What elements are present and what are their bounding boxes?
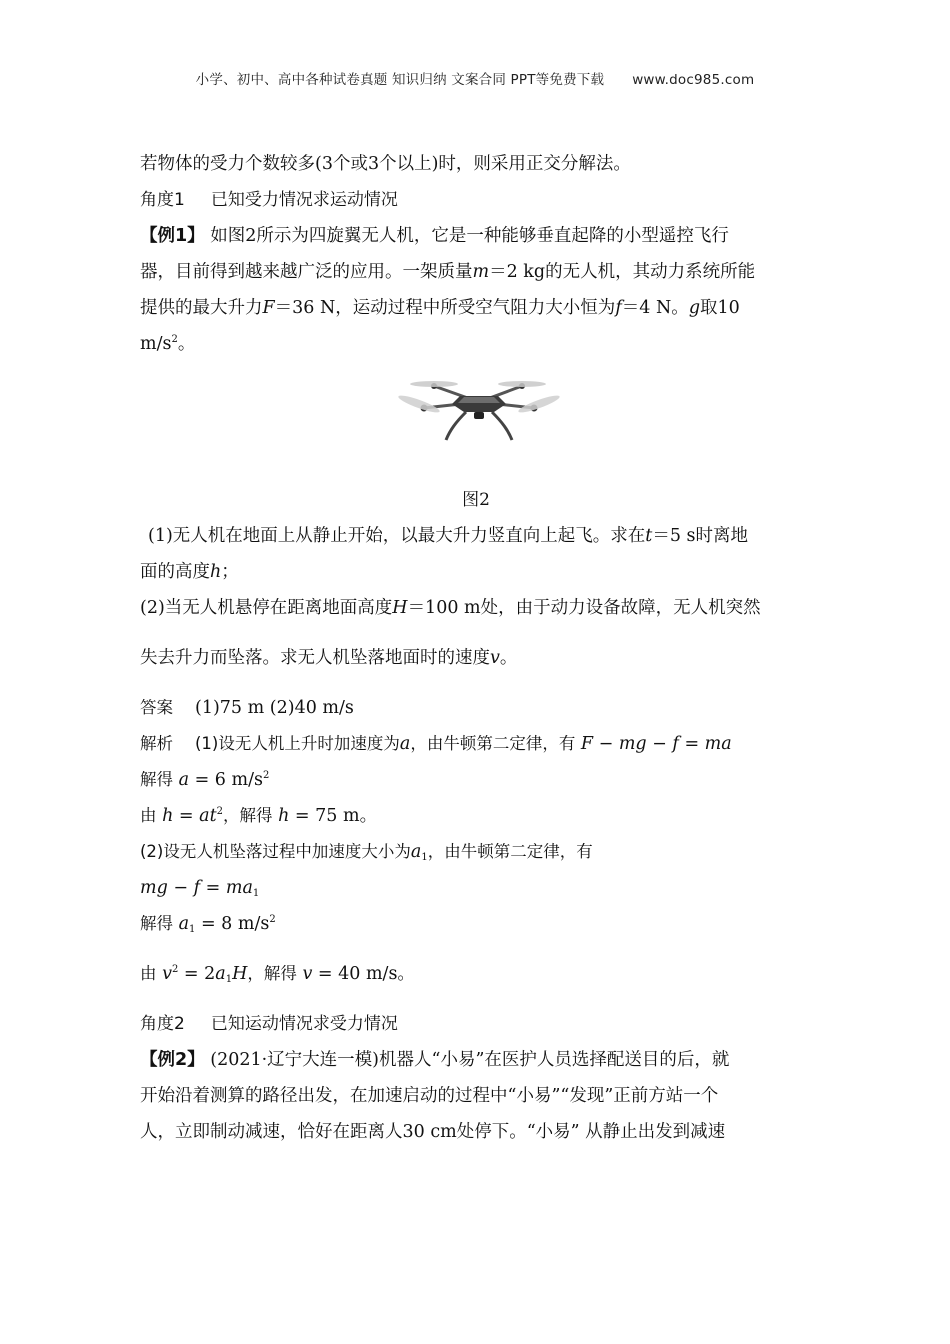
var-v: v xyxy=(490,648,500,668)
analysis-l7-a: 由 xyxy=(140,964,157,983)
var-a: a xyxy=(178,770,190,790)
example1-line2-rest: ＝2 kg的无人机，其动力系统所能 xyxy=(489,262,756,282)
sub-1: 1 xyxy=(421,852,428,863)
answer-line xyxy=(140,690,812,726)
var-h: h xyxy=(162,806,174,826)
var-f: f xyxy=(615,298,622,318)
equation-fall: mg − f = ma xyxy=(140,878,253,898)
q2-text-c: 失去升力而坠落。求无人机坠落地面时的速度 xyxy=(140,648,490,668)
sub-1: 1 xyxy=(252,888,260,899)
analysis-l4-b: ，由牛顿第二定律，有 xyxy=(427,842,593,861)
example2-line1: (2021·辽宁大连一模)机器人“小易”在医护人员选择配送目的后，就 xyxy=(204,1050,730,1070)
document-body xyxy=(140,146,812,1150)
equation-newton: F − mg − f = ma xyxy=(580,734,732,754)
example1-line3-d: 取10 xyxy=(700,298,740,318)
var-a1: a xyxy=(215,964,226,984)
analysis-l1-a: (1)设无人机上升时加速度为 xyxy=(195,734,400,753)
header-site: www.doc985.com xyxy=(632,72,755,88)
analysis-line4 xyxy=(140,834,812,870)
var-F: F xyxy=(262,298,275,318)
var-g: g xyxy=(688,298,701,318)
var-a1: a xyxy=(410,842,422,862)
intro-line: 若物体的受力个数较多(3个或3个以上)时，则采用正交分解法。 xyxy=(140,154,631,174)
var-a1: a xyxy=(178,914,190,934)
analysis-l6-a: 解得 xyxy=(140,914,173,933)
var-at: at xyxy=(199,806,217,826)
example1 xyxy=(140,218,812,362)
angle1-label: 角度1 xyxy=(140,190,185,210)
analysis-l2-a: 解得 xyxy=(140,770,173,789)
example1-line4-a: m/s xyxy=(140,334,172,354)
q1-text-c: 面的高度 xyxy=(140,562,210,582)
example1-tag: 【例1】 xyxy=(140,226,205,246)
question2-line1 xyxy=(140,590,812,626)
page-header xyxy=(0,68,950,88)
example1-line3-c: ＝4 N。 xyxy=(621,298,689,318)
analysis-l7-d: = 40 m/s。 xyxy=(312,964,415,984)
angle1-title: 已知受力情况求运动情况 xyxy=(210,190,398,210)
example1-line3-b: ＝36 N，运动过程中所受空气阻力大小恒为 xyxy=(274,298,616,318)
sub-1: 1 xyxy=(189,924,196,935)
answer-text: (1)75 m (2)40 m/s xyxy=(195,698,354,718)
analysis-line3 xyxy=(140,798,812,834)
q1-text-b: ＝5 s时离地 xyxy=(652,526,749,546)
var-H: H xyxy=(232,964,248,984)
angle1-heading xyxy=(140,182,812,218)
analysis-line1 xyxy=(140,726,812,762)
analysis-l2-b: = 6 m/s xyxy=(189,770,263,790)
sup-2: 2 xyxy=(216,806,223,817)
var-h: h xyxy=(278,806,290,826)
example1-line1: 如图2所示为四旋翼无人机，它是一种能够垂直起降的小型遥控飞行 xyxy=(204,226,729,246)
var-a: a xyxy=(399,734,411,754)
analysis-l3-c: ，解得 xyxy=(223,806,273,825)
analysis-l3-d: = 75 m。 xyxy=(289,806,378,826)
drone-icon xyxy=(394,372,564,442)
sub-1: 1 xyxy=(225,974,233,985)
example1-line3-a: 提供的最大升力 xyxy=(140,298,263,318)
figure-caption: 图2 xyxy=(462,490,490,510)
angle2-label: 角度2 xyxy=(140,1014,185,1034)
analysis-line7 xyxy=(140,956,812,992)
q2-text-d: 。 xyxy=(499,648,518,668)
var-m: m xyxy=(472,262,490,282)
analysis-l7-b: = 2 xyxy=(178,964,216,984)
sup-2: 2 xyxy=(171,334,178,345)
example2 xyxy=(140,1042,812,1150)
var-H: H xyxy=(392,598,408,618)
header-text: 小学、初中、高中各种试卷真题 知识归纳 文案合同 PPT等免费下载 xyxy=(195,72,605,88)
example2-line3: 人，立即制动减速，恰好在距离人30 cm处停下。“小易” 从静止出发到减速 xyxy=(140,1122,726,1142)
analysis-l4-a: (2)设无人机坠落过程中加速度大小为 xyxy=(140,842,411,861)
question2-line2 xyxy=(140,640,812,676)
example1-line2: 器，目前得到越来越广泛的应用。一架质量 xyxy=(140,262,473,282)
example1-line4-b: 。 xyxy=(177,334,196,354)
answer-label: 答案 xyxy=(140,698,173,717)
var-h: h xyxy=(210,562,222,582)
q2-text-b: ＝100 m处，由于动力设备故障，无人机突然 xyxy=(407,598,761,618)
angle2-heading xyxy=(140,1006,812,1042)
sup-2: 2 xyxy=(262,770,270,781)
analysis-l3-b: = xyxy=(173,806,200,826)
q2-text-a: (2)当无人机悬停在距离地面高度 xyxy=(140,598,393,618)
var-v: v xyxy=(302,964,313,984)
drone-figure xyxy=(140,372,812,482)
analysis-line2 xyxy=(140,762,812,798)
sup-2: 2 xyxy=(269,914,276,925)
q1-text-a: (1)无人机在地面上从静止开始，以最大升力竖直向上起飞。求在 xyxy=(148,526,646,546)
analysis-l1-b: ，由牛顿第二定律，有 xyxy=(410,734,576,753)
analysis-l3-a: 由 xyxy=(140,806,157,825)
analysis-line6 xyxy=(140,906,812,942)
q1-text-d: ； xyxy=(221,562,239,582)
question1-line1 xyxy=(140,518,812,554)
sup-2: 2 xyxy=(171,964,179,975)
example2-tag: 【例2】 xyxy=(140,1050,205,1070)
analysis-line5 xyxy=(140,870,812,906)
analysis-l7-c: ，解得 xyxy=(247,964,297,983)
question1-line2 xyxy=(140,554,812,590)
analysis-label: 解析 xyxy=(140,734,173,753)
angle2-title: 已知运动情况求受力情况 xyxy=(210,1014,398,1034)
var-v: v xyxy=(162,964,172,984)
example2-line2: 开始沿着测算的路径出发，在加速启动的过程中“小易”“发现”正前方站一个 xyxy=(140,1086,719,1106)
analysis-l6-b: = 8 m/s xyxy=(195,914,270,934)
var-t: t xyxy=(645,526,653,546)
